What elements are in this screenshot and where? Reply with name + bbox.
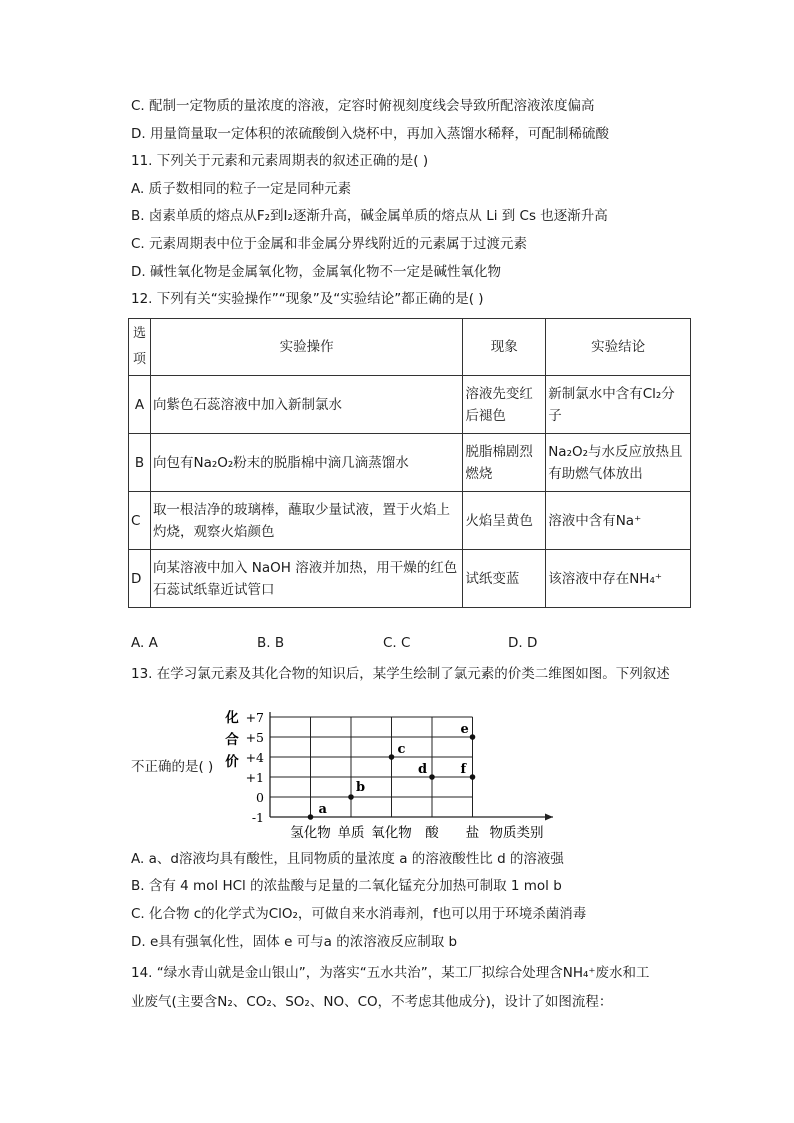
table-header-phenomenon: 现象	[463, 319, 546, 376]
x-tick-label: 单质	[337, 825, 365, 841]
table-cell-option: A	[129, 376, 151, 434]
y-axis-label-char: 化	[225, 710, 239, 726]
table-cell-operation: 向某溶液中加入 NaOH 溶液并加热，用干燥的红色石蕊试纸靠近试管口	[150, 550, 462, 608]
data-point-label-f: f	[460, 762, 467, 777]
data-point-c	[389, 754, 395, 760]
table-cell-phenomenon: 试纸变蓝	[463, 550, 546, 608]
x-tick-label: 氧化物	[371, 825, 412, 841]
y-axis-label-char: 合	[225, 732, 239, 748]
question-13-stem-tail: 不正确的是( )	[131, 759, 214, 775]
question-11-option-a: A. 质子数相同的粒子一定是同种元素	[131, 181, 352, 197]
question-14-stem: 14. “绿水青山就是金山银山”，为落实“五水共治”，某工厂拟综合处理含NH₄⁺废水和工	[131, 965, 650, 981]
table-cell-operation: 取一根洁净的玻璃棒，蘸取少量试液，置于火焰上灼烧，观察火焰颜色	[150, 492, 462, 550]
table-header-option: 选项	[129, 319, 151, 376]
question-12-stem: 12. 下列有关“实验操作”“现象”及“实验结论”都正确的是( )	[131, 291, 484, 307]
table-row	[129, 376, 691, 434]
question-13-option-a: A. a、d溶液均具有酸性，且同物质的量浓度 a 的溶液酸性比 d 的溶液强	[131, 851, 564, 867]
table-cell-phenomenon: 火焰呈黄色	[463, 492, 546, 550]
data-point-label-e: e	[460, 722, 469, 737]
question-13-option-b: B. 含有 4 mol HCl 的浓盐酸与足量的二氧化锰充分加热可制取 1 mol b	[131, 878, 562, 894]
y-tick-label: +7	[245, 710, 264, 725]
data-point-a	[308, 814, 314, 820]
question-13-stem: 13. 在学习氯元素及其化合物的知识后，某学生绘制了氯元素的价类二维图如图。下列叙述	[131, 666, 670, 682]
choice-c: C. C	[383, 635, 411, 651]
y-tick-label: 0	[256, 790, 264, 805]
table-header-conclusion: 实验结论	[546, 319, 691, 376]
table-cell-option: C	[129, 492, 151, 550]
x-tick-label: 盐	[465, 825, 480, 841]
x-axis-label: 物质类别	[489, 825, 544, 841]
x-tick-label: 氢化物	[290, 825, 331, 841]
y-tick-label: +5	[245, 730, 264, 745]
data-point-label-a: a	[318, 802, 327, 817]
table-cell-operation: 向包有Na₂O₂粉末的脱脂棉中滴几滴蒸馏水	[150, 434, 462, 492]
table-cell-conclusion: 溶液中含有Na⁺	[546, 492, 691, 550]
experiment-table	[128, 318, 691, 608]
question-13-option-d: D. e具有强氧化性，固体 e 可与a 的浓溶液反应制取 b	[131, 934, 458, 950]
y-tick-label: -1	[251, 810, 264, 825]
question-11-option-b: B. 卤素单质的熔点从F₂到I₂逐渐升高，碱金属单质的熔点从 Li 到 Cs 也逐渐升高	[131, 208, 608, 224]
table-header-operation: 实验操作	[150, 319, 462, 376]
data-point-label-b: b	[356, 780, 366, 795]
table-cell-conclusion: Na₂O₂与水反应放热且有助燃气体放出	[546, 434, 691, 492]
y-axis-label-char: 价	[225, 754, 239, 770]
data-point-label-c: c	[397, 742, 406, 757]
table-cell-phenomenon: 溶液先变红后褪色	[463, 376, 546, 434]
table-cell-operation: 向紫色石蕊溶液中加入新制氯水	[150, 376, 462, 434]
table-cell-option: B	[129, 434, 151, 492]
option-d-previous: D. 用量筒量取一定体积的浓硫酸倒入烧杯中，再加入蒸馏水稀释，可配制稀硫酸	[131, 126, 609, 142]
table-row	[129, 550, 691, 608]
table-cell-option: D	[129, 550, 151, 608]
data-point-label-d: d	[418, 762, 428, 777]
x-axis-arrow	[545, 814, 553, 821]
data-point-e	[470, 734, 476, 740]
table-cell-conclusion: 该溶液中存在NH₄⁺	[546, 550, 691, 608]
question-14-stem-line2: 业废气(主要含N₂、CO₂、SO₂、NO、CO，不考虑其他成分)，设计了如图流程：	[131, 994, 613, 1010]
question-11-stem: 11. 下列关于元素和元素周期表的叙述正确的是( )	[131, 153, 429, 169]
question-13-option-c: C. 化合物 c的化学式为ClO₂，可做自来水消毒剂，f也可以用于环境杀菌消毒	[131, 906, 587, 922]
choice-a: A. A	[131, 635, 158, 651]
data-point-d	[429, 774, 435, 780]
x-tick-label: 酸	[425, 825, 439, 841]
valence-class-chart	[218, 702, 558, 842]
table-cell-conclusion: 新制氯水中含有Cl₂分子	[546, 376, 691, 434]
question-11-option-c: C. 元素周期表中位于金属和非金属分界线附近的元素属于过渡元素	[131, 236, 528, 252]
data-point-b	[348, 794, 354, 800]
data-point-f	[470, 774, 476, 780]
y-tick-label: +4	[245, 750, 264, 765]
choice-b: B. B	[257, 635, 285, 651]
table-row	[129, 492, 691, 550]
table-row	[129, 434, 691, 492]
table-header-row	[129, 319, 691, 376]
choice-d: D. D	[508, 635, 538, 651]
question-11-option-d: D. 碱性氧化物是金属氧化物，金属氧化物不一定是碱性氧化物	[131, 264, 501, 280]
table-cell-phenomenon: 脱脂棉剧烈燃烧	[463, 434, 546, 492]
y-tick-label: +1	[245, 770, 264, 785]
option-c-previous: C. 配制一定物质的量浓度的溶液，定容时俯视刻度线会导致所配溶液浓度偏高	[131, 98, 595, 114]
